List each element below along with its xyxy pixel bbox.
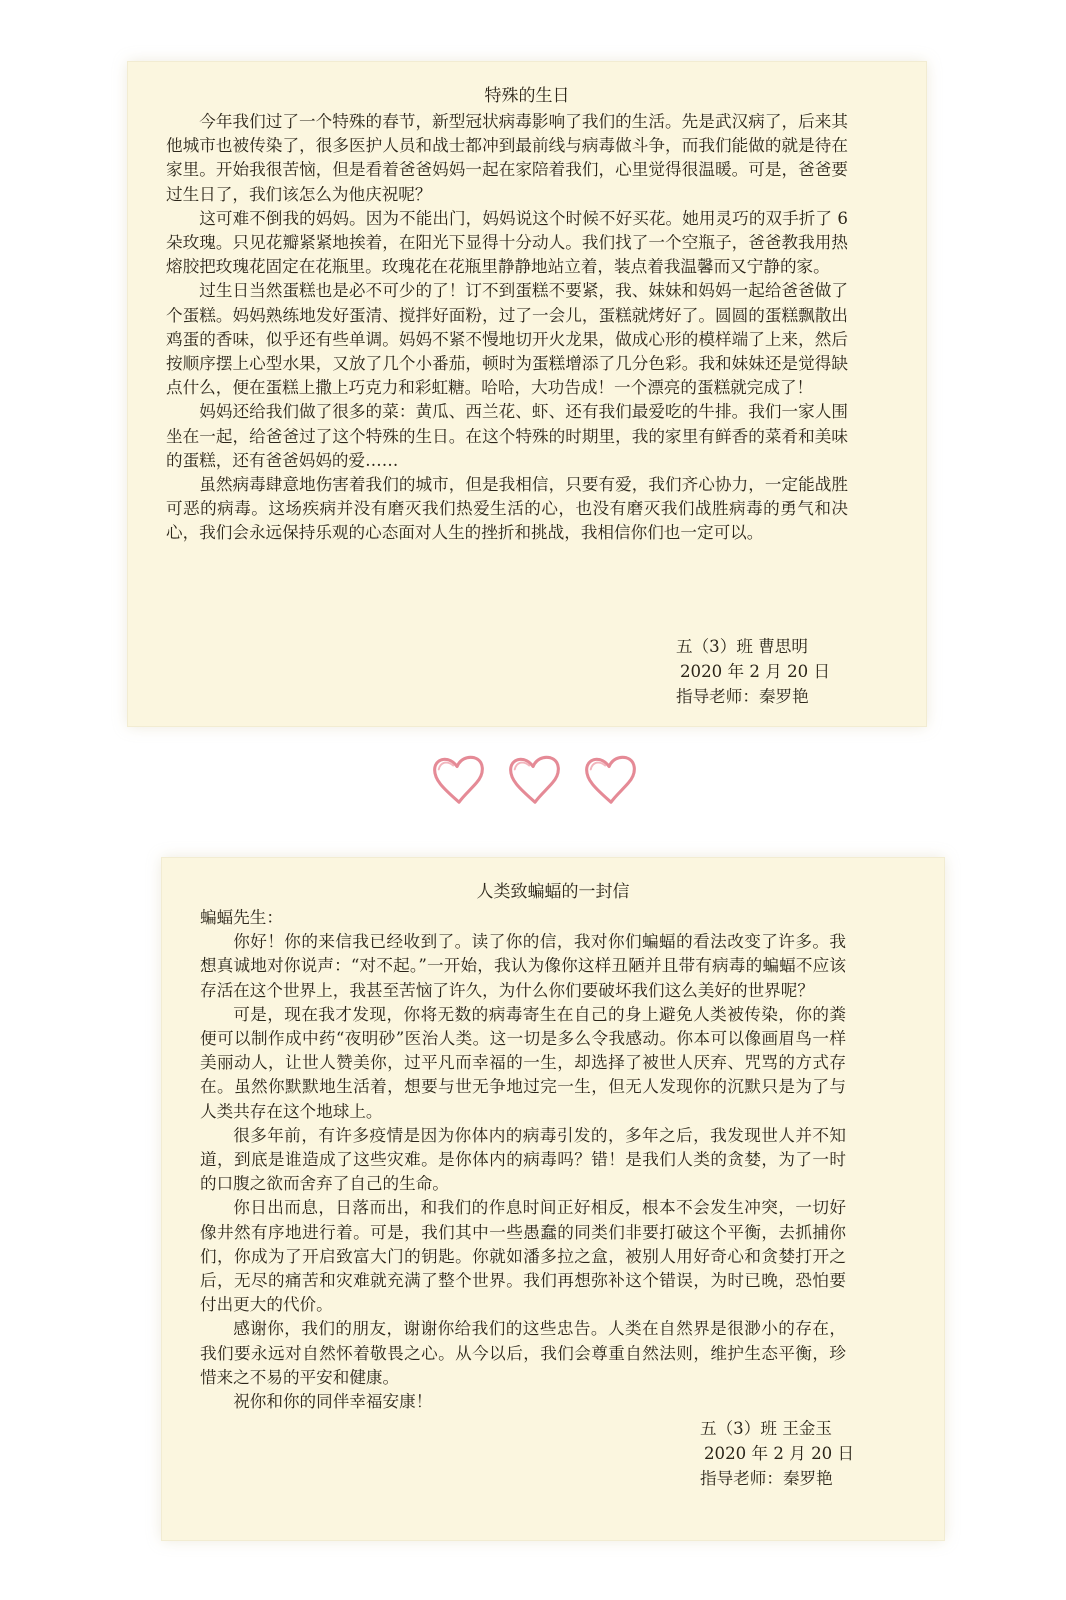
essay-date: 2020 年 2 月 20 日 — [680, 662, 831, 681]
essay-title: 人类致蝙蝠的一封信 — [476, 882, 630, 902]
signature-block — [700, 1416, 854, 1491]
teacher-name: 指导老师：秦罗艳 — [676, 687, 809, 706]
letter-salutation: 蝙蝠先生： — [200, 908, 283, 927]
essay-date: 2020 年 2 月 20 日 — [704, 1444, 855, 1463]
essay-card-birthday — [128, 62, 926, 726]
essay-paragraph: 过生日当然蛋糕也是必不可少的了！订不到蛋糕不要紧，我、妹妹和妈妈一起给爸爸做了个蛋糕。妈妈熟练地发好蛋清、搅拌好面粉，过了一会儿，蛋糕就烤好了。圆圆的蛋糕飘散出鸡蛋的香味，似乎还有些单调。妈妈不紧不慢地切开火龙果，做成心形的模样端了上来，然后按顺序摆上心型水果，又放了几个小番茄，顿时为蛋糕增添了几分色彩。我和妹妹还是觉得缺点什么，便在蛋糕上撒上巧克力和彩虹糖。哈哈，大功告成！一个漂亮的蛋糕就完成了！ — [166, 281, 848, 398]
author-class: 五（3）班 曹思明 — [676, 637, 808, 656]
essay-paragraph: 你好！你的来信我已经收到了。读了你的信，我对你们蝙蝠的看法改变了许多。我想真诚地对你说声：“对不起。”一开始，我认为像你这样丑陋并且带有病毒的蝙蝠不应该存活在这个世界上，我甚至苦恼了许久，为什么你们要破坏我们这么美好的世界呢？ — [200, 932, 846, 1000]
essay-paragraph: 感谢你，我们的朋友，谢谢你给我们的这些忠告。人类在自然界是很渺小的存在，我们要永远对自然怀着敬畏之心。从今以后，我们会尊重自然法则，维护生态平衡，珍惜来之不易的平安和健康。 — [200, 1319, 846, 1387]
essay-paragraph: 你日出而息，日落而出，和我们的作息时间正好相反，根本不会发生冲突，一切好像井然有序地进行着。可是，我们其中一些愚蠢的同类们非要打破这个平衡，去抓捕你们，你成为了开启致富大门的钥匙。你就如潘多拉之盒，被别人用好奇心和贪婪打开之后，无尽的痛苦和灾难就充满了整个世界。我们再想弥补这个错误，为时已晚，恐怕要付出更大的代价。 — [200, 1198, 846, 1315]
essay-paragraph: 很多年前，有许多疫情是因为你体内的病毒引发的，多年之后，我发现世人并不知道，到底是谁造成了这些灾难。是你体内的病毒吗？错！是我们人类的贪婪，为了一时的口腹之欲而舍弃了自己的生命。 — [200, 1125, 846, 1194]
signature-block — [676, 634, 830, 709]
essay-paragraph: 今年我们过了一个特殊的春节，新型冠状病毒影响了我们的生活。先是武汉病了，后来其他城市也被传染了，很多医护人员和战士都冲到最前线与病毒做斗争，而我们能做的就是待在家里。开始我很苦恼，但是看着爸爸妈妈一起在家陪着我们，心里觉得很温暖。可是，爸爸要过生日了，我们该怎么为他庆祝呢？ — [166, 112, 848, 204]
essay-paragraph: 妈妈还给我们做了很多的菜：黄瓜、西兰花、虾、还有我们最爱吃的牛排。我们一家人围坐在一起，给爸爸过了这个特殊的生日。在这个特殊的时期里，我的家里有鲜香的菜肴和美味的蛋糕，还有爸爸妈妈的爱…… — [166, 402, 848, 470]
essay-body — [128, 110, 926, 546]
essay-paragraph: 这可难不倒我的妈妈。因为不能出门，妈妈说这个时候不好买花。她用灵巧的双手折了 6 朵玫瑰。只见花瓣紧紧地挨着，在阳光下显得十分动人。我们找了一个空瓶子，爸爸教我用热熔胶把玫瑰花固定在花瓶里。玫瑰花在花瓶里静静地站立着，装点着我温馨而又宁静的家。 — [166, 208, 848, 277]
essay-paragraph: 虽然病毒肆意地伤害着我们的城市，但是我相信，只要有爱，我们齐心协力，一定能战胜可恶的病毒。这场疾病并没有磨灭我们热爱生活的心，也没有磨灭我们战胜病毒的勇气和决心，我们会永远保持乐观的心态面对人生的挫折和挑战，我相信你们也一定可以。 — [166, 475, 848, 543]
heart-icon — [582, 752, 640, 808]
teacher-name: 指导老师：秦罗艳 — [700, 1469, 833, 1488]
author-class: 五（3）班 王金玉 — [700, 1419, 832, 1438]
essay-card-letter — [162, 858, 944, 1540]
essay-paragraph: 可是，现在我才发现，你将无数的病毒寄生在自己的身上避免人类被传染，你的粪便可以制作成中药“夜明砂”医治人类。这一切是多么令我感动。你本可以像画眉鸟一样美丽动人，让世人赞美你，过平凡而幸福的一生，却选择了被世人厌弃、咒骂的方式存在。虽然你默默地生活着，想要与世无争地过完一生，但无人发现你的沉默只是为了与人类共存在这个地球上。 — [200, 1004, 846, 1121]
essay-title: 特殊的生日 — [484, 86, 570, 106]
heart-icon — [430, 752, 488, 808]
essay-body — [162, 906, 944, 1414]
heart-divider — [430, 752, 640, 810]
heart-icon — [506, 752, 564, 808]
letter-closing: 祝你和你的同伴幸福安康！ — [233, 1392, 433, 1412]
